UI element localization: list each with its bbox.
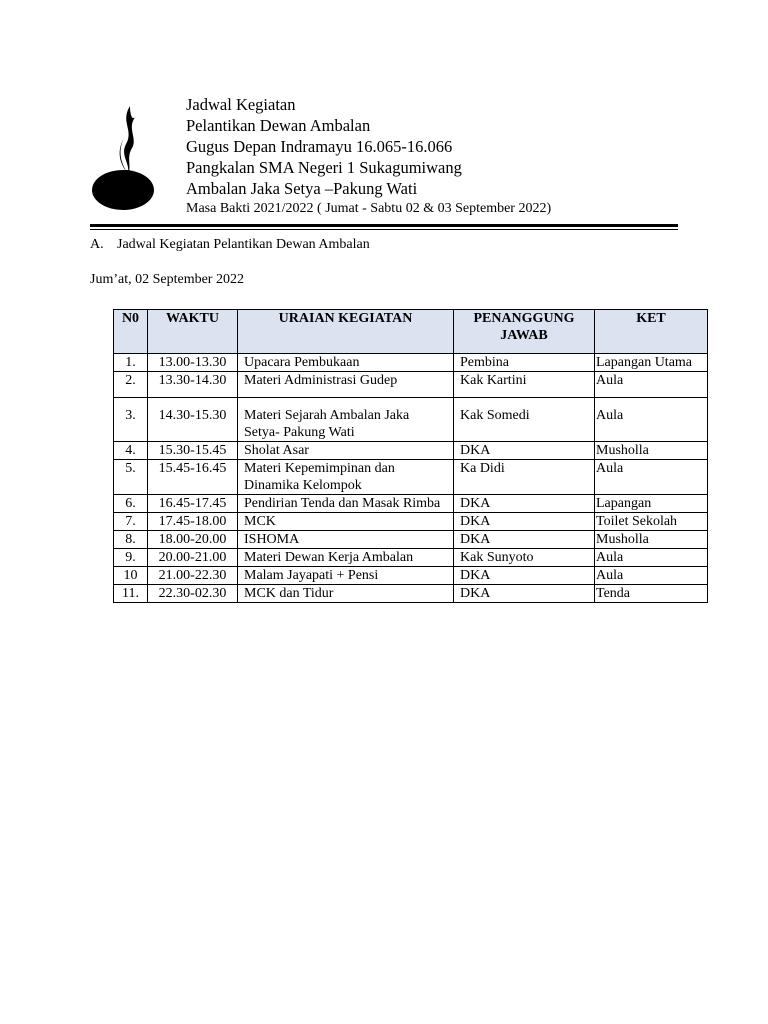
- cell-waktu: 14.30-15.30: [148, 398, 238, 442]
- cell-waktu: 13.00-13.30: [148, 354, 238, 372]
- cell-uraian-kegiatan: Upacara Pembukaan: [238, 354, 454, 372]
- table-row: [114, 460, 708, 495]
- cell-ket: Aula: [595, 460, 708, 495]
- header-event: Pelantikan Dewan Ambalan: [186, 116, 371, 135]
- header-title: Jadwal Kegiatan: [186, 95, 296, 114]
- cell-penanggung-jawab: DKA: [454, 495, 595, 513]
- cell-ket: Musholla: [595, 442, 708, 460]
- cell-penanggung-jawab: DKA: [454, 567, 595, 585]
- cell-penanggung-jawab: DKA: [454, 442, 595, 460]
- column-header-waktu: WAKTU: [148, 310, 238, 354]
- table-body: [114, 354, 708, 603]
- cell-no: 11.: [114, 585, 148, 603]
- cell-penanggung-jawab: Kak Sunyoto: [454, 549, 595, 567]
- column-header-penanggung-jawab: PENANGGUNG JAWAB: [454, 310, 595, 354]
- cell-waktu: 22.30-02.30: [148, 585, 238, 603]
- section-number: A.: [90, 237, 104, 252]
- cell-no: 6.: [114, 495, 148, 513]
- cell-waktu: 21.00-22.30: [148, 567, 238, 585]
- table-row: [114, 549, 708, 567]
- cell-ket: Toilet Sekolah: [595, 513, 708, 531]
- cell-no: 4.: [114, 442, 148, 460]
- cell-uraian-kegiatan: Materi Dewan Kerja Ambalan: [238, 549, 454, 567]
- header-gugus-depan: Gugus Depan Indramayu 16.065-16.066: [186, 137, 453, 156]
- cell-uraian-kegiatan: Pendirian Tenda dan Masak Rimba: [238, 495, 454, 513]
- cell-uraian-kegiatan: Materi Kepemimpinan dan Dinamika Kelompok: [238, 460, 454, 495]
- column-header-no: N0: [114, 310, 148, 354]
- table-row: [114, 354, 708, 372]
- cell-waktu: 13.30-14.30: [148, 372, 238, 398]
- cell-uraian-kegiatan: MCK dan Tidur: [238, 585, 454, 603]
- cell-no: 8.: [114, 531, 148, 549]
- cell-uraian-kegiatan: ISHOMA: [238, 531, 454, 549]
- cell-penanggung-jawab: Kak Somedi: [454, 398, 595, 442]
- table-row: [114, 372, 708, 398]
- cell-uraian-kegiatan: MCK: [238, 513, 454, 531]
- cell-waktu: 15.45-16.45: [148, 460, 238, 495]
- cell-waktu: 18.00-20.00: [148, 531, 238, 549]
- tunas-kelapa-emblem-icon: [90, 104, 160, 212]
- table-row: [114, 495, 708, 513]
- cell-penanggung-jawab: DKA: [454, 531, 595, 549]
- cell-uraian-kegiatan: Malam Jayapati + Pensi: [238, 567, 454, 585]
- cell-no: 7.: [114, 513, 148, 531]
- letterhead: [186, 94, 551, 218]
- cell-ket: Lapangan: [595, 495, 708, 513]
- cell-no: 5.: [114, 460, 148, 495]
- header-masa-bakti: Masa Bakti 2021/2022 ( Jumat - Sabtu 02 & 03 September 2022): [186, 201, 552, 216]
- cell-no: 9.: [114, 549, 148, 567]
- cell-waktu: 15.30-15.45: [148, 442, 238, 460]
- table-row: [114, 531, 708, 549]
- table-row: [114, 585, 708, 603]
- cell-no: 10: [114, 567, 148, 585]
- schedule-date: Jum’at, 02 September 2022: [90, 272, 244, 287]
- cell-waktu: 17.45-18.00: [148, 513, 238, 531]
- header-pangkalan: Pangkalan SMA Negeri 1 Sukagumiwang: [186, 158, 462, 177]
- section-heading: [90, 237, 370, 253]
- column-header-uraian: URAIAN KEGIATAN: [238, 310, 454, 354]
- cell-uraian-kegiatan: Sholat Asar: [238, 442, 454, 460]
- header-divider-thin: [90, 229, 678, 230]
- cell-ket: Musholla: [595, 531, 708, 549]
- cell-ket: Aula: [595, 372, 708, 398]
- cell-penanggung-jawab: Pembina: [454, 354, 595, 372]
- schedule-table: [113, 309, 708, 603]
- cell-no: 3.: [114, 398, 148, 442]
- cell-penanggung-jawab: DKA: [454, 585, 595, 603]
- column-header-ket: KET: [595, 310, 708, 354]
- table-header-row: [114, 310, 708, 354]
- header-ambalan: Ambalan Jaka Setya –Pakung Wati: [186, 179, 418, 198]
- table-row: [114, 567, 708, 585]
- cell-no: 1.: [114, 354, 148, 372]
- section-title: Jadwal Kegiatan Pelantikan Dewan Ambalan: [117, 237, 370, 252]
- cell-waktu: 16.45-17.45: [148, 495, 238, 513]
- table-row: [114, 398, 708, 442]
- table-row: [114, 442, 708, 460]
- cell-penanggung-jawab: Ka Didi: [454, 460, 595, 495]
- cell-ket: Aula: [595, 549, 708, 567]
- header-divider-thick: [90, 224, 678, 227]
- cell-ket: Aula: [595, 567, 708, 585]
- cell-ket: Lapangan Utama: [595, 354, 708, 372]
- cell-waktu: 20.00-21.00: [148, 549, 238, 567]
- table-row: [114, 513, 708, 531]
- cell-ket: Tenda: [595, 585, 708, 603]
- cell-no: 2.: [114, 372, 148, 398]
- cell-penanggung-jawab: Kak Kartini: [454, 372, 595, 398]
- cell-uraian-kegiatan: Materi Administrasi Gudep: [238, 372, 454, 398]
- cell-penanggung-jawab: DKA: [454, 513, 595, 531]
- cell-uraian-kegiatan: Materi Sejarah Ambalan Jaka Setya- Pakung Wati: [238, 398, 454, 442]
- cell-ket: Aula: [595, 398, 708, 442]
